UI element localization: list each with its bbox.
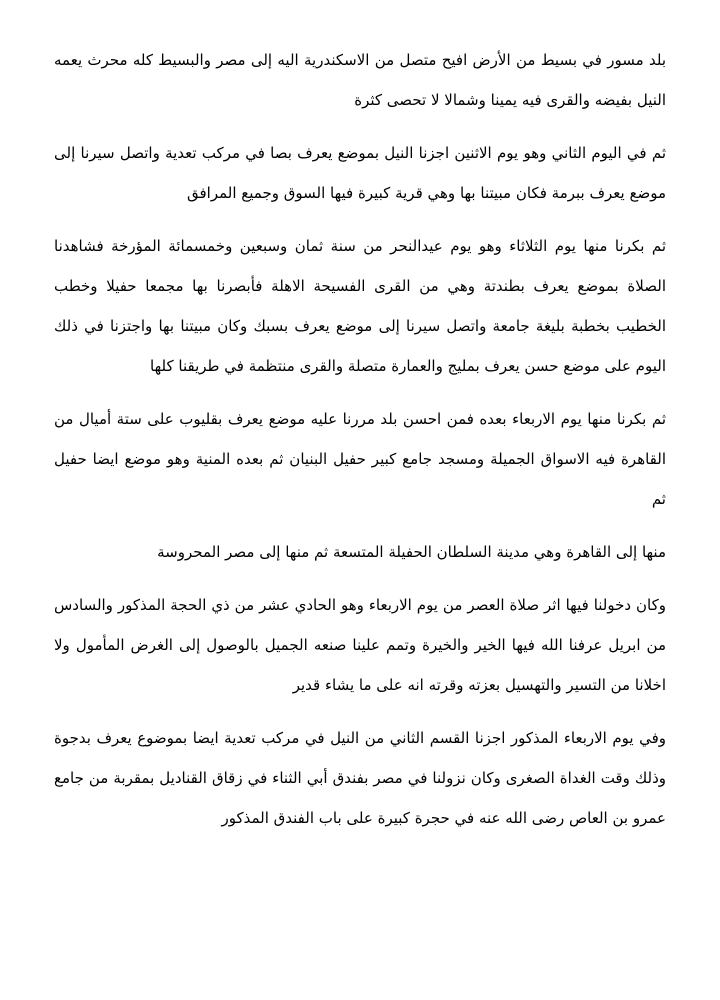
paragraph-4: ثم بكرنا منها يوم الاربعاء بعده فمن احسن بلد مررنا عليه موضع يعرف بقليوب على ستة أميال من القاهرة فيه الاسواق الجميلة ومسجد جامع كبير حفيل البنيان ثم بعده المنية وهو موضع ايضا حفيل ثم	[54, 410, 666, 508]
paragraph-7: وفي يوم الاربعاء المذكور اجزنا القسم الثاني من النيل في مركب تعدية ايضا بموضوع يعرف بدجوة وذلك وقت الغداة الصغرى وكان نزولنا في مصر بفندق أبي الثناء في زقاق القناديل بمقربة من جامع عمرو بن العاص رضى الله عنه في حجرة كبيرة على باب الفندق المذكور	[54, 729, 666, 827]
paragraph-1: بلد مسور في بسيط من الأرض افيح متصل من الاسكندرية اليه إلى مصر والبسيط كله محرث يعمه النيل بفيضه والقرى فيه يمينا وشمالا لا تحصى كثرة	[54, 51, 666, 109]
paragraph-3: ثم بكرنا منها يوم الثلاثاء وهو يوم عيدالنحر من سنة ثمان وسبعين وخمسمائة المؤرخة فشاهدنا الصلاة بموضع يعرف بطندتة وهي من القرى الفسيحة الاهلة فأبصرنا بها مجمعا حفيلا وخطب الخطيب بخطبة بليغة جامعة واتصل سيرنا إلى موضع يعرف بسبك وكان مبيتنا بها واجتزنا في ذلك اليوم على موضع حسن يعرف بمليج والعمارة متصلة والقرى منتظمة في طريقنا كلها	[54, 237, 666, 375]
paragraph-2: ثم في اليوم الثاني وهو يوم الاثنين اجزنا النيل بموضع يعرف بصا في مركب تعدية واتصل سيرنا إلى موضع يعرف ببرمة فكان مبيتنا بها وهي قرية كبيرة فيها السوق وجميع المرافق	[54, 144, 666, 202]
paragraph-6: وكان دخولنا فيها اثر صلاة العصر من يوم الاربعاء وهو الحادي عشر من ذي الحجة المذكور والسادس من ابريل عرفنا الله فيها الخير والخيرة وتمم علينا صنعه الجميل بالوصول إلى الغرض المأمول ولا اخلانا من التسير والتهسيل بعزته وقرته انه على ما يشاء قدير	[54, 596, 666, 694]
paragraph-5: منها إلى القاهرة وهي مدينة السلطان الحفيلة المتسعة ثم منها إلى مصر المحروسة	[157, 543, 666, 561]
